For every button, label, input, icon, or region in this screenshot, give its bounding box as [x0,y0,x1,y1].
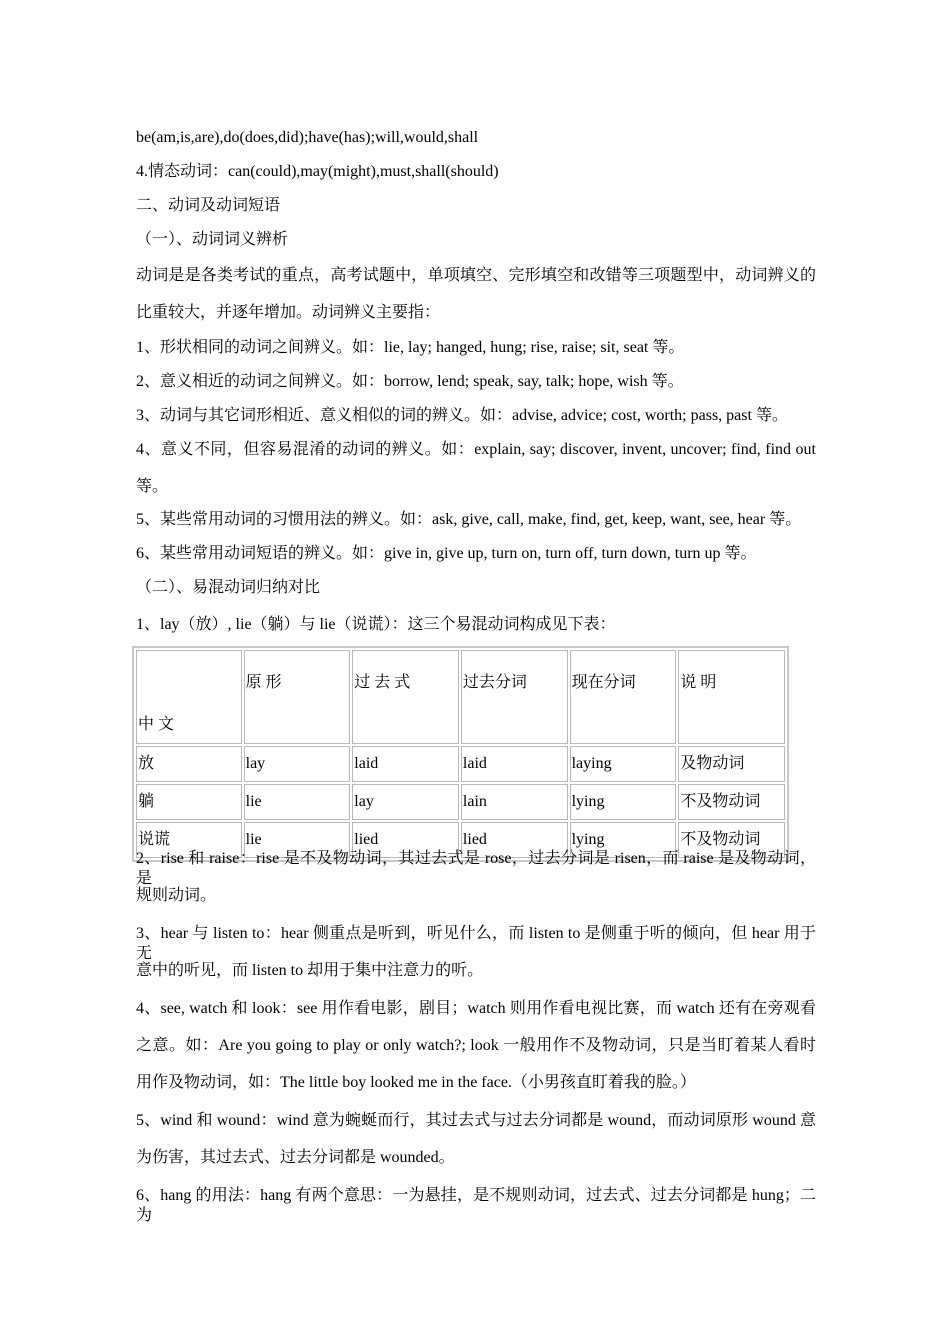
paragraph-auxiliary-verbs: be(am,is,are),do(does,did);have(has);will,would,shall [136,129,479,146]
list-item-4: 4、意义不同，但容易混淆的动词的辨义。如：explain, say; discover, invent, uncover; find, find out [136,441,816,458]
paragraph-intro-line1: 动词是是各类考试的重点，高考试题中，单项填空、完形填空和改错等三项题型中，动词辨义的 [136,267,816,284]
table-cell: lie [244,822,351,858]
table-cell: lay [244,746,351,782]
table-cell: lie [244,784,351,820]
paragraph-see-watch-look-cont2: 用作及物动词，如：The little boy looked me in the face.（小男孩直盯着我的脸。） [136,1074,696,1091]
verb-forms-table [132,646,789,862]
table-header-cell: 中 文 [136,650,242,744]
table-cell: 躺 [136,784,242,820]
table-cell: lain [461,784,568,820]
table-header-cell: 过去分词 [461,650,568,744]
table-cell: 说谎 [136,822,242,858]
section-heading-verbs: 二、动词及动词短语 [136,197,281,214]
subsection-heading-2: （二）、易混动词归纳对比 [136,579,321,596]
table-header-cell: 原 形 [244,650,351,744]
table-header-row [136,650,785,744]
list-item-3: 3、动词与其它词形相近、意义相似的词的辨义。如：advise, advice; cost, worth; pass, past 等。 [136,407,788,424]
table-header-cell: 现在分词 [570,650,677,744]
paragraph-modal-verbs: 4.情态动词：can(could),may(might),must,shall(should) [136,163,499,180]
list-item-1: 1、形状相同的动词之间辨义。如：lie, lay; hanged, hung; rise, raise; sit, seat 等。 [136,339,685,356]
table-cell: lying [570,784,677,820]
table-cell: 不及物动词 [678,784,785,820]
table-header-cell: 说 明 [678,650,785,744]
table-row [136,784,785,820]
table-cell: laid [352,746,459,782]
table-cell: 不及物动词 [678,822,785,858]
list-item-2: 2、意义相近的动词之间辨义。如：borrow, lend; speak, say, talk; hope, wish 等。 [136,373,684,390]
paragraph-see-watch-look-cont1: 之意。如：Are you going to play or only watch?; look 一般用作不及物动词，只是当盯着某人看时 [136,1037,816,1054]
table-cell: 放 [136,746,242,782]
table-cell: laid [461,746,568,782]
table-row [136,746,785,782]
table-header-cell: 过 去 式 [352,650,459,744]
paragraph-wind-wound: 5、wind 和 wound：wind 意为蜿蜒而行，其过去式与过去分词都是 wound，而动词原形 wound 意 [136,1112,816,1129]
table-cell: lied [461,822,568,858]
table-cell: lied [352,822,459,858]
paragraph-see-watch-look: 4、see, watch 和 look：see 用作看电影，剧目；watch 则用作看电视比赛，而 watch 还有在旁观看 [136,1000,816,1017]
table-cell: laying [570,746,677,782]
list-item-5: 5、某些常用动词的习惯用法的辨义。如：ask, give, call, make, find, get, keep, want, see, hear 等。 [136,511,802,528]
paragraph-rise-raise: 2、rise 和 raise：rise 是不及物动词，其过去式是 rose，过去分词是 risen，而 raise 是及物动词，是 [136,850,816,887]
table-cell: 及物动词 [678,746,785,782]
list-item-6: 6、某些常用动词短语的辨义。如：give in, give up, turn on, turn off, turn down, turn up 等。 [136,545,757,562]
paragraph-wind-wound-cont: 为伤害，其过去式、过去分词都是 wounded。 [136,1149,455,1166]
list-item-4-cont: 等。 [136,478,169,495]
table-cell: lay [352,784,459,820]
paragraph-lay-lie: 1、lay（放）, lie（躺）与 lie（说谎）：这三个易混动词构成见下表： [136,616,616,633]
paragraph-hear-listen: 3、hear 与 listen to：hear 侧重点是听到，听见什么，而 listen to 是侧重于听的倾向，但 hear 用于无 [136,925,816,962]
paragraph-hang: 6、hang 的用法：hang 有两个意思：一为悬挂，是不规则动词，过去式、过去分词都是 hung；二为 [136,1187,816,1224]
paragraph-rise-raise-cont: 规则动词。 [136,887,217,904]
table-cell: lying [570,822,677,858]
subsection-heading-1: （一）、动词词义辨析 [136,231,289,248]
paragraph-hear-listen-cont: 意中的听见，而 listen to 却用于集中注意力的听。 [136,962,484,979]
paragraph-intro-line2: 比重较大，并逐年增加。动词辨义主要指： [136,304,441,321]
